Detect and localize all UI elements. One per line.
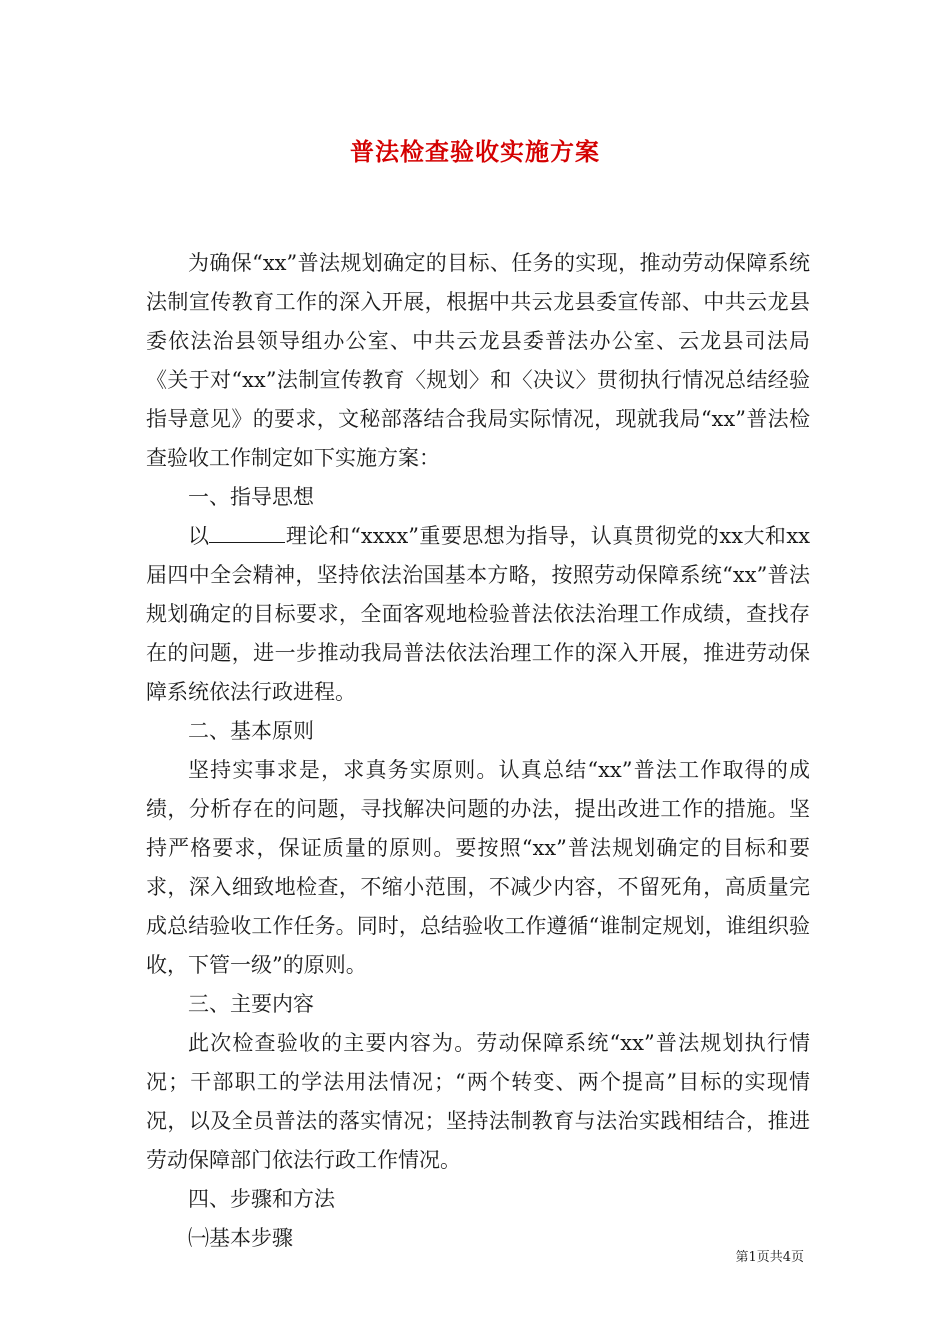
- guiding-thought-text: 理论和“xxxx”重要思想为指导，认真贯彻党的xx大和xx届四中全会精神，坚持依法治国基本方略，按照劳动保障系统“xx”普法规划确定的目标要求，全面客观地检验普法依法治理工作成绩，查找存在的问题，进一步推动我局普法依法治理工作的深入开展，推进劳动保障系统依法行政进程。: [146, 524, 811, 704]
- guiding-thought-paragraph: [146, 517, 810, 712]
- guiding-thought-prefix: 以: [188, 524, 210, 548]
- intro-paragraph: 为确保“xx”普法规划确定的目标、任务的实现，推动劳动保障系统法制宣传教育工作的深入开展，根据中共云龙县委宣传部、中共云龙县委依法治县领导组办公室、中共云龙县委普法办公室、云龙县司法局《关于对“xx”法制宣传教育〈规划〉和〈决议〉贯彻执行情况总结经验指导意见》的要求，文秘部落结合我局实际情况，现就我局“xx”普法检查验收工作制定如下实施方案：: [146, 251, 810, 470]
- basic-principles-paragraph: 坚持实事求是，求真务实原则。认真总结“xx”普法工作取得的成绩，分析存在的问题，寻找解决问题的办法，提出改进工作的措施。坚持严格要求，保证质量的原则。要按照“xx”普法规划确定的目标和要求，深入细致地检查，不缩小范围，不减少内容，不留死角，高质量完成总结验收工作任务。同时，总结验收工作遵循“谁制定规划，谁组织验收，下管一级”的原则。: [146, 758, 810, 977]
- page-number-footer: 第1页共4页: [735, 1250, 804, 1265]
- document-title: 普法检查验收实施方案: [350, 137, 600, 166]
- blank-underline: [209, 522, 285, 543]
- document-body: [146, 244, 810, 1258]
- section-heading-guiding-thought: 一、指导思想: [188, 485, 314, 509]
- section-heading-basic-principles: 二、基本原则: [188, 719, 314, 743]
- main-content-paragraph: 此次检查验收的主要内容为。劳动保障系统“xx”普法规划执行情况；干部职工的学法用法情况；“两个转变、两个提高”目标的实现情况，以及全员普法的落实情况；坚持法制教育与法治实践相结合，推进劳动保障部门依法行政工作情况。: [146, 1031, 810, 1172]
- section-heading-steps-methods: 四、步骤和方法: [188, 1187, 335, 1211]
- subsection-heading-basic-steps: ㈠基本步骤: [188, 1226, 293, 1250]
- section-heading-main-content: 三、主要内容: [188, 992, 314, 1016]
